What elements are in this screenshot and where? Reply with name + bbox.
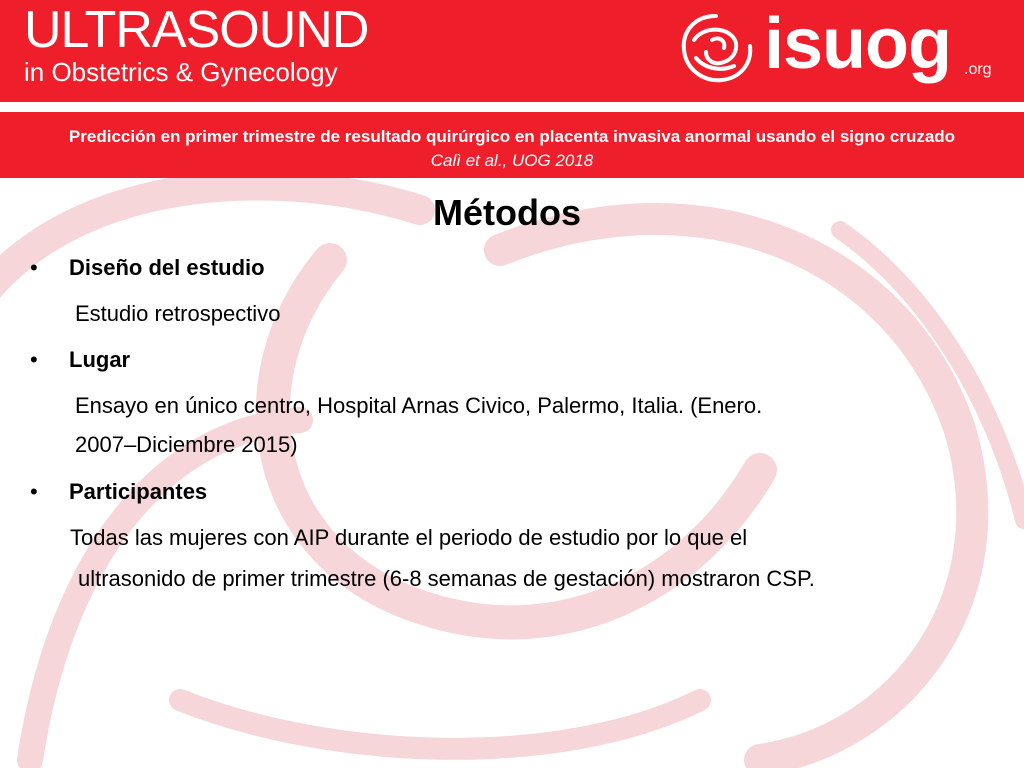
isuog-org-suffix: .org xyxy=(964,61,992,78)
section-title: Métodos xyxy=(433,192,581,233)
article-banner xyxy=(0,112,1024,178)
journal-subtitle: in Obstetrics & Gynecology xyxy=(24,57,338,87)
item-text-line: ultrasonido de primer trimestre (6-8 semanas de gestación) mostraron CSP. xyxy=(78,566,815,591)
article-title: Predicción en primer trimestre de resultado quirúrgico en placenta invasiva anormal usando el signo cruzado xyxy=(68,127,956,146)
article-citation: Calì et al., UOG 2018 xyxy=(430,151,594,170)
journal-title: ULTRASOUND xyxy=(24,1,369,59)
item-text-line: 2007–Diciembre 2015) xyxy=(75,432,298,457)
item-heading: Lugar xyxy=(69,347,131,372)
bullet-glyph: • xyxy=(30,479,38,504)
item-text-line: Estudio retrospectivo xyxy=(75,301,281,326)
item-heading: Participantes xyxy=(69,479,208,504)
header-divider xyxy=(0,102,1024,112)
bullet-glyph: • xyxy=(30,255,38,280)
isuog-logo xyxy=(676,4,1006,96)
isuog-wordmark: isuog xyxy=(764,4,951,84)
isuog-baby-icon xyxy=(676,10,756,86)
item-text-line: Ensayo en único centro, Hospital Arnas Civico, Palermo, Italia. (Enero. xyxy=(75,393,763,418)
item-text-line: Todas las mujeres con AIP durante el periodo de estudio por lo que el xyxy=(70,525,748,550)
journal-header xyxy=(0,0,1024,102)
item-heading: Diseño del estudio xyxy=(69,255,265,280)
bullet-glyph: • xyxy=(30,347,38,372)
